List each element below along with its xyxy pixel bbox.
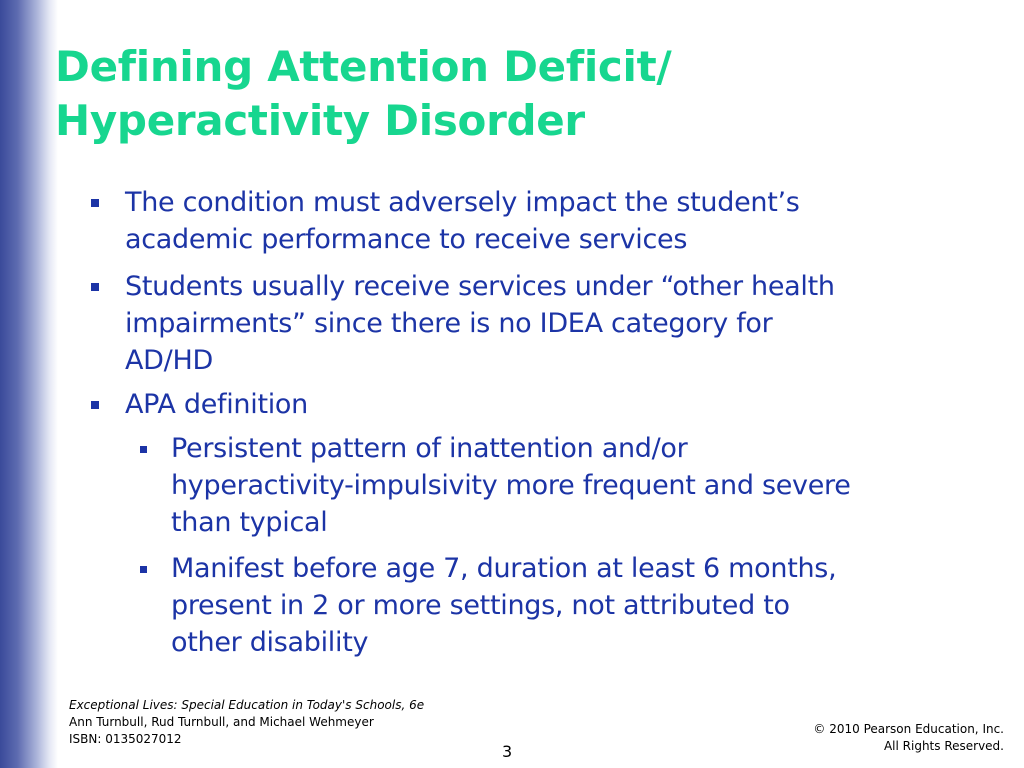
slide-title-line-2: Hyperactivity Disorder: [55, 96, 585, 145]
copyright-notice: [813, 721, 1004, 755]
sub-bullet-text-line: than typical: [171, 507, 328, 538]
book-title: Exceptional Lives: Special Education in Today's Schools, 6e: [69, 698, 425, 712]
sub-bullet-text-line: Persistent pattern of inattention and/or: [171, 433, 688, 464]
sub-bullet-square-icon: [140, 566, 147, 573]
copyright-line: © 2010 Pearson Education, Inc.: [813, 722, 1004, 736]
bullet-square-icon: [91, 199, 99, 207]
bullet-text-line: AD/HD: [125, 345, 213, 376]
sub-bullet-text-line: present in 2 or more settings, not attributed to: [171, 590, 790, 621]
bullet-square-icon: [91, 401, 99, 409]
sub-bullet-item: [171, 430, 851, 541]
bullet-item: [125, 386, 308, 423]
book-citation: [69, 697, 424, 748]
bullet-item: [125, 184, 800, 258]
sub-bullet-text-line: Manifest before age 7, duration at least 6 months,: [171, 553, 837, 584]
bullet-text-line: academic performance to receive services: [125, 224, 688, 255]
sub-bullet-square-icon: [140, 446, 147, 453]
slide-title-line-1: Defining Attention Deficit/: [55, 42, 672, 91]
bullet-text-line: Students usually receive services under “other health: [125, 271, 835, 302]
bullet-text-line: The condition must adversely impact the student’s: [125, 187, 800, 218]
sub-bullet-item: [171, 550, 836, 661]
sub-bullet-text-line: hyperactivity-impulsivity more frequent and severe: [171, 470, 851, 501]
rights-line: All Rights Reserved.: [883, 739, 1004, 753]
bullet-square-icon: [91, 283, 99, 291]
bullet-text-line: APA definition: [125, 389, 308, 420]
bullet-text-line: impairments” since there is no IDEA category for: [125, 308, 773, 339]
bullet-item: [125, 268, 835, 379]
page-number: 3: [502, 742, 513, 761]
book-authors: Ann Turnbull, Rud Turnbull, and Michael Wehmeyer: [69, 715, 374, 729]
sub-bullet-text-line: other disability: [171, 627, 369, 658]
book-isbn: ISBN: 0135027012: [69, 732, 182, 746]
